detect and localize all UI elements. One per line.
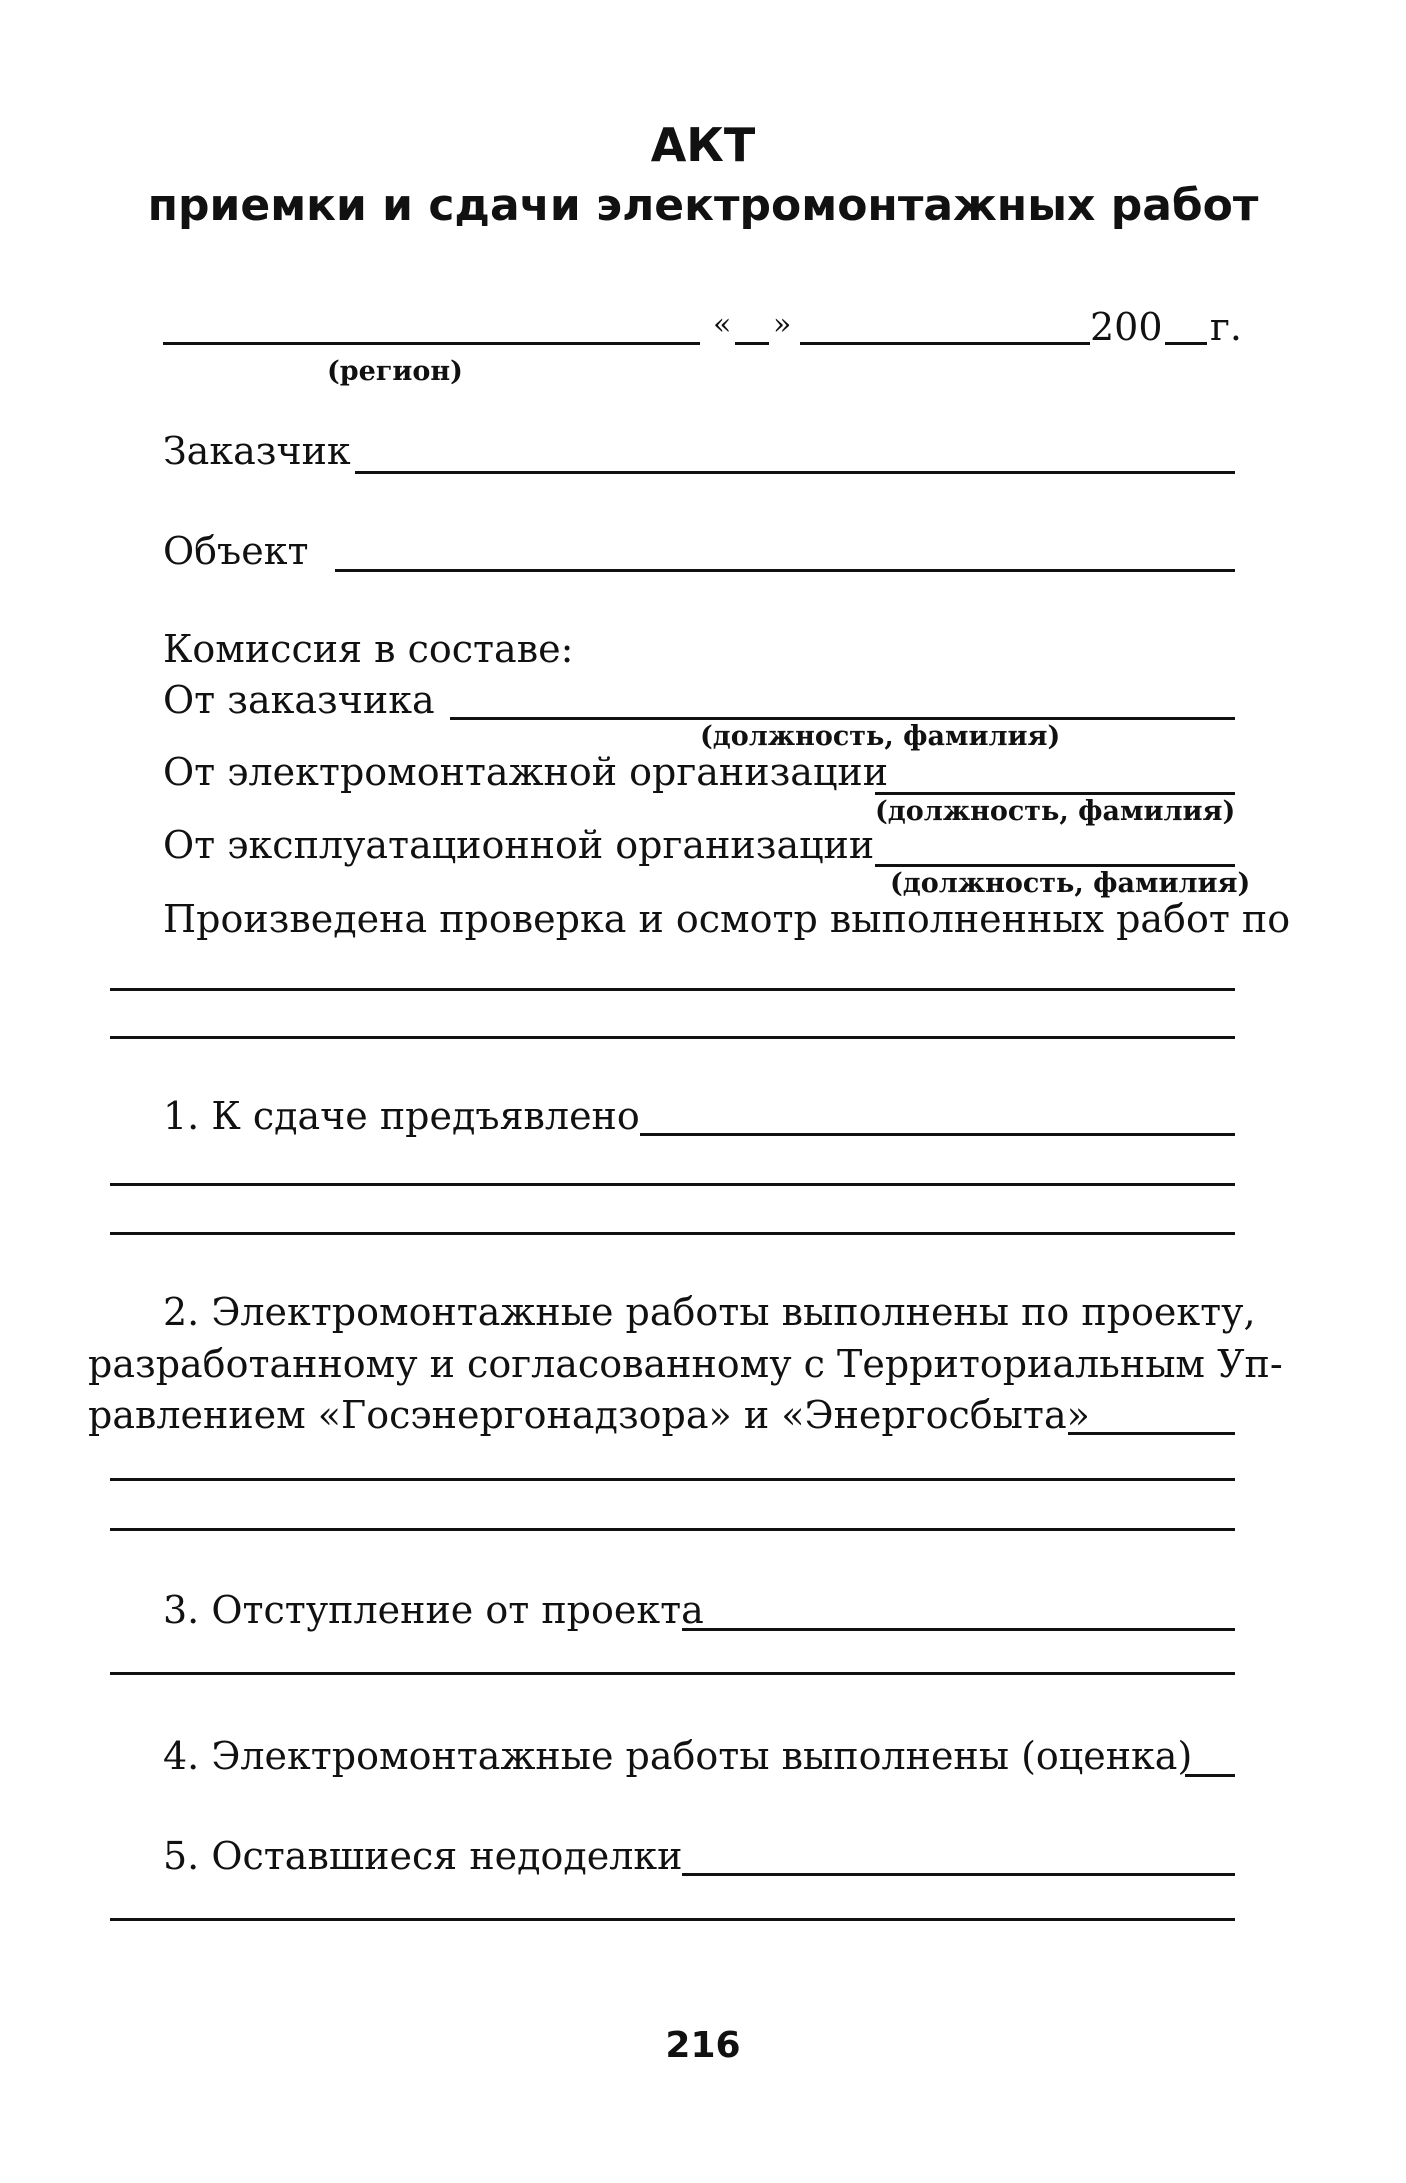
document-title: АКТ xyxy=(650,118,756,172)
from-electrical-org-field-line[interactable] xyxy=(875,792,1235,795)
item-2-field-line-1[interactable] xyxy=(1068,1432,1235,1435)
year-suffix: г. xyxy=(1210,305,1242,349)
document-subtitle: приемки и сдачи электромонтажных работ xyxy=(147,180,1259,231)
position-caption-electrical: (должность, фамилия) xyxy=(875,796,1236,827)
object-label: Объект xyxy=(163,529,309,573)
from-customer-label: От заказчика xyxy=(163,678,435,722)
from-customer-field-line[interactable] xyxy=(450,717,1235,720)
day-field-line[interactable] xyxy=(735,342,769,345)
item-5-label: 5. Оставшиеся недоделки xyxy=(163,1834,683,1878)
item-3-label: 3. Отступление от проекта xyxy=(163,1588,704,1632)
from-operating-org-field-line[interactable] xyxy=(875,864,1235,867)
inspection-text: Произведена проверка и осмотр выполненных работ по xyxy=(163,897,1291,941)
item-2-field-line-2[interactable] xyxy=(110,1478,1235,1481)
year-field-line[interactable] xyxy=(1165,342,1207,345)
commission-heading: Комиссия в составе: xyxy=(163,627,574,671)
item-1-label: 1. К сдаче предъявлено xyxy=(163,1094,640,1138)
item-1-field-line-3[interactable] xyxy=(110,1232,1235,1235)
item-2-line-2: разработанному и согласованному с Территориальным Уп- xyxy=(88,1342,1283,1386)
date-quote-open: « xyxy=(713,307,732,342)
item-3-field-line-1[interactable] xyxy=(682,1628,1235,1631)
from-operating-org-label: От эксплуатационной организации xyxy=(163,823,875,867)
item-5-field-line-2[interactable] xyxy=(110,1918,1235,1921)
from-electrical-org-label: От электромонтажной организации xyxy=(163,750,889,794)
month-field-line[interactable] xyxy=(800,342,1090,345)
page-number: 216 xyxy=(665,2025,741,2066)
item-2-field-line-3[interactable] xyxy=(110,1528,1235,1531)
item-1-field-line-2[interactable] xyxy=(110,1183,1235,1186)
position-caption-customer: (должность, фамилия) xyxy=(700,721,1061,752)
position-caption-operating: (должность, фамилия) xyxy=(890,868,1251,899)
item-1-field-line-1[interactable] xyxy=(640,1133,1235,1136)
item-3-field-line-2[interactable] xyxy=(110,1672,1235,1675)
object-field-line[interactable] xyxy=(335,569,1235,572)
item-5-field-line-1[interactable] xyxy=(682,1873,1235,1876)
inspection-field-line-2[interactable] xyxy=(110,1036,1235,1039)
region-caption: (регион) xyxy=(327,356,463,387)
item-4-field-line[interactable] xyxy=(1185,1774,1235,1777)
region-field-line[interactable] xyxy=(163,342,700,345)
customer-label: Заказчик xyxy=(163,429,351,473)
item-2-line-3: равлением «Госэнергонадзора» и «Энергосбыта» xyxy=(88,1393,1090,1437)
year-prefix: 200 xyxy=(1090,305,1163,349)
inspection-field-line-1[interactable] xyxy=(110,988,1235,991)
customer-field-line[interactable] xyxy=(355,471,1235,474)
item-2-line-1: 2. Электромонтажные работы выполнены по проекту, xyxy=(163,1290,1256,1334)
date-quote-close: » xyxy=(773,307,792,342)
item-4-label: 4. Электромонтажные работы выполнены (оценка) xyxy=(163,1734,1193,1778)
